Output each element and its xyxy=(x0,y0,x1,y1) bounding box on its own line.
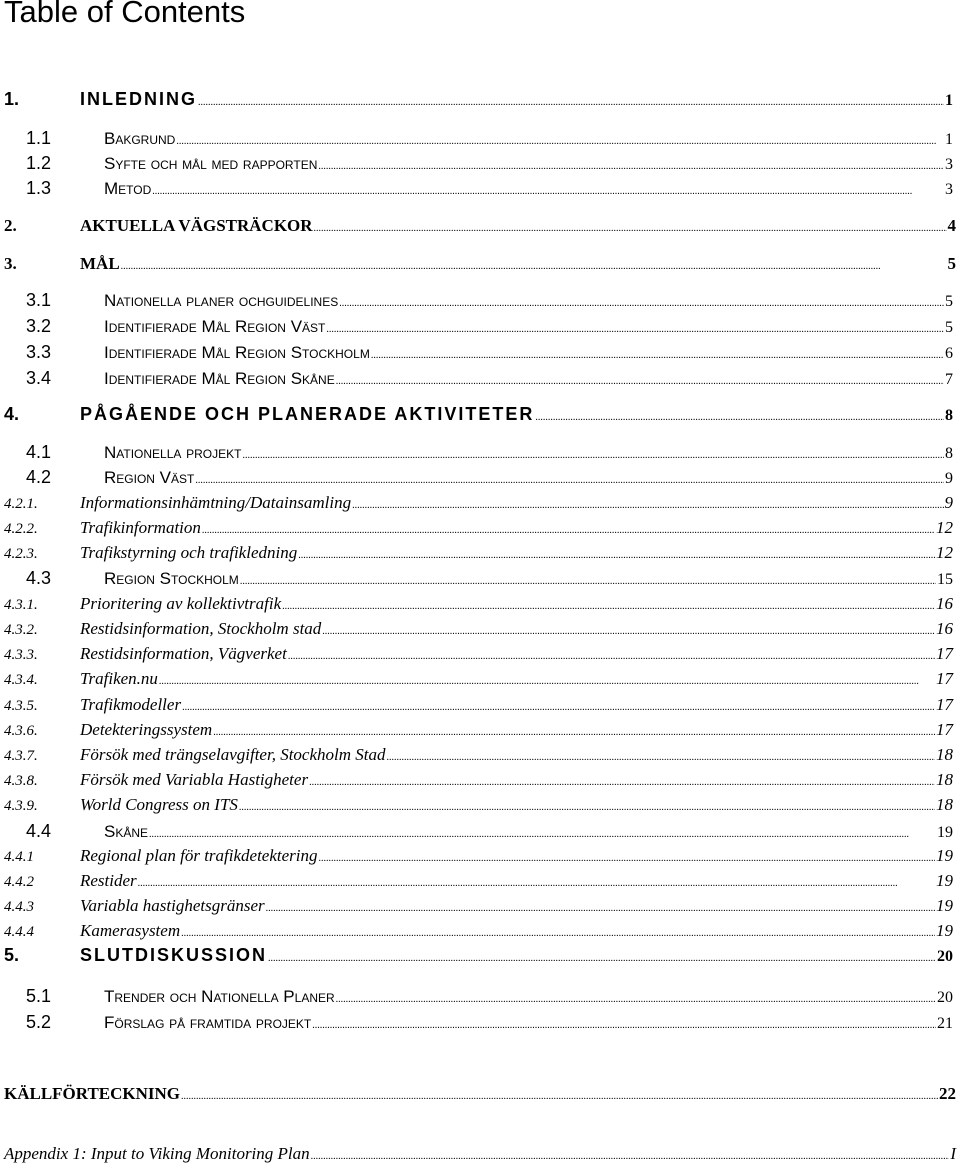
toc-entry[interactable] xyxy=(4,845,953,867)
toc-entry[interactable] xyxy=(4,367,953,389)
toc-entry[interactable] xyxy=(4,315,953,337)
toc-entry-title: Nationella projekt xyxy=(104,443,242,462)
toc-entry-title: Bakgrund xyxy=(104,129,176,148)
toc-entry-number: 3.3 xyxy=(26,342,52,362)
toc-entry[interactable] xyxy=(4,1083,956,1105)
toc-entry-title: Trender och Nationella Planer xyxy=(104,987,335,1006)
toc-entry-page-number: 1 xyxy=(945,131,953,148)
toc-entry-number: 4.4.3 xyxy=(4,899,34,915)
toc-entry-number: 2. xyxy=(4,216,17,235)
toc-entry-number: 1. xyxy=(4,89,20,109)
toc-entry[interactable] xyxy=(4,668,953,690)
toc-entry-title: Syfte och mål med rapporten xyxy=(104,154,318,173)
toc-entry[interactable] xyxy=(4,542,953,564)
toc-entry-number: 3.4 xyxy=(26,368,52,388)
toc-entry-number: 4. xyxy=(4,404,20,424)
toc-entry-page-number: 6 xyxy=(945,345,953,362)
toc-dot-leader xyxy=(182,694,935,719)
toc-entry-title: Prioritering av kollektivtrafik xyxy=(80,594,282,613)
toc-dot-leader xyxy=(352,492,943,517)
toc-entry[interactable] xyxy=(4,215,956,237)
toc-entry[interactable] xyxy=(4,985,953,1007)
toc-entry-number: 4.3 xyxy=(26,568,52,588)
toc-dot-leader xyxy=(336,985,936,1011)
toc-entry-title: Skåne xyxy=(104,822,149,841)
toc-entry[interactable] xyxy=(4,694,953,716)
toc-entry-title: Regional plan för trafikdetektering xyxy=(80,846,318,865)
toc-entry-number: 4.4.4 xyxy=(4,924,34,940)
toc-entry-title: PÅGÅENDE OCH PLANERADE AKTIVITETER xyxy=(80,404,535,424)
toc-entry-page-number: 16 xyxy=(936,619,953,638)
toc-entry-number: 4.3.1. xyxy=(4,597,38,613)
toc-entry-number: 4.3.7. xyxy=(4,748,38,764)
toc-entry-page-number: 12 xyxy=(936,518,953,537)
toc-dot-leader xyxy=(318,152,944,178)
toc-entry-page-number: 18 xyxy=(936,795,953,814)
toc-dot-leader xyxy=(326,315,944,341)
toc-entry-page-number: 7 xyxy=(945,371,953,388)
toc-dot-leader xyxy=(195,466,944,492)
toc-entry-page-number: 19 xyxy=(936,846,953,865)
toc-entry-page-number: 19 xyxy=(936,896,953,915)
toc-entry[interactable] xyxy=(4,492,953,514)
toc-entry-title: Försök med trängselavgifter, Stockholm Stad xyxy=(80,745,386,764)
toc-dot-leader xyxy=(242,441,944,467)
toc-entry-number: 4.3.9. xyxy=(4,798,38,814)
toc-entry-page-number: 5 xyxy=(947,254,956,273)
toc-entry-title: Identifierade Mål Region Skåne xyxy=(104,369,335,388)
toc-dot-leader xyxy=(181,920,935,945)
page-title: Table of Contents xyxy=(4,0,246,29)
toc-dot-leader xyxy=(314,215,947,240)
toc-entry[interactable] xyxy=(4,769,953,791)
toc-entry[interactable] xyxy=(4,127,953,149)
toc-entry[interactable] xyxy=(4,744,953,766)
toc-entry-page-number: 19 xyxy=(937,824,953,841)
toc-entry-title: Identifierade Mål Region Väst xyxy=(104,317,326,336)
toc-dot-leader xyxy=(319,845,936,870)
toc-entry-number: 4.2.3. xyxy=(4,546,38,562)
toc-entry-page-number: 19 xyxy=(936,921,953,940)
toc-entry-page-number: 17 xyxy=(936,695,953,714)
toc-entry[interactable] xyxy=(4,820,953,842)
toc-entry-number: 1.2 xyxy=(26,153,52,173)
toc-dot-leader xyxy=(149,820,936,846)
toc-entry-number: 4.3.2. xyxy=(4,622,38,638)
toc-entry-number: 1.1 xyxy=(26,128,52,148)
toc-entry-page-number: 12 xyxy=(936,543,953,562)
toc-entry-number: 4.2.1. xyxy=(4,496,38,512)
toc-dot-leader xyxy=(181,1083,938,1108)
toc-entry-title: Restidsinformation, Stockholm stad xyxy=(80,619,322,638)
toc-entry-title: Nationella planer ochguidelines xyxy=(104,291,339,310)
toc-entry[interactable] xyxy=(4,944,953,966)
toc-entry-title: Försök med Variabla Hastigheter xyxy=(80,770,309,789)
toc-entry-number: 4.4 xyxy=(26,821,52,841)
toc-entry-number: 4.3.3. xyxy=(4,647,38,663)
toc-entry-page-number: 18 xyxy=(936,745,953,764)
toc-dot-leader xyxy=(176,127,944,153)
toc-entry-title: Kamerasystem xyxy=(80,921,181,940)
toc-entry-title: KÄLLFÖRTECKNING xyxy=(4,1084,181,1103)
toc-entry-title: Trafikstyrning och trafikledning xyxy=(80,543,298,562)
toc-entry-page-number: 9 xyxy=(945,470,953,487)
toc-entry-number: 4.4.1 xyxy=(4,849,34,865)
toc-entry-number: 5.2 xyxy=(26,1012,52,1032)
toc-entry-page-number: 5 xyxy=(945,319,953,336)
toc-entry[interactable] xyxy=(4,466,953,488)
toc-entry[interactable] xyxy=(4,253,956,275)
toc-entry-number: 4.4.2 xyxy=(4,874,34,890)
toc-entry[interactable] xyxy=(4,1011,953,1033)
toc-entry-title: Förslag på framtida projekt xyxy=(104,1013,312,1032)
toc-entry-title: Variabla hastighetsgränser xyxy=(80,896,265,915)
toc-dot-leader xyxy=(311,1143,950,1168)
toc-entry-number: 5.1 xyxy=(26,986,52,1006)
toc-dot-leader xyxy=(298,542,935,567)
toc-entry[interactable] xyxy=(4,152,953,174)
toc-entry-title: Appendix 1: Input to Viking Monitoring Plan xyxy=(4,1144,310,1163)
toc-dot-leader xyxy=(198,88,944,114)
toc-entry-page-number: 5 xyxy=(945,293,953,310)
toc-entry-title: Trafikinformation xyxy=(80,518,201,537)
toc-dot-leader xyxy=(213,719,935,744)
toc-entry-page-number: 3 xyxy=(945,156,953,173)
toc-entry-number: 3.1 xyxy=(26,290,52,310)
toc-entry-title: Informationsinhämtning/Datainsamling xyxy=(80,493,352,512)
toc-entry[interactable] xyxy=(4,441,953,463)
toc-entry-title: INLEDNING xyxy=(80,89,197,109)
toc-entry[interactable] xyxy=(4,289,953,311)
toc-entry-page-number: 21 xyxy=(937,1015,953,1032)
toc-entry[interactable] xyxy=(4,567,953,589)
toc-entry[interactable] xyxy=(4,1143,956,1165)
toc-entry-title: Restider xyxy=(80,871,137,890)
toc-entry-title: AKTUELLA VÄGSTRÄCKOR xyxy=(80,216,313,235)
toc-dot-leader xyxy=(152,177,944,203)
toc-entry-title: SLUTDISKUSSION xyxy=(80,945,268,965)
toc-entry-page-number: 8 xyxy=(945,445,953,462)
toc-entry-page-number: 17 xyxy=(936,669,953,688)
toc-dot-leader xyxy=(240,567,936,593)
toc-entry-title: Region Väst xyxy=(104,468,195,487)
toc-dot-leader xyxy=(202,517,935,542)
toc-entry-page-number: 22 xyxy=(939,1084,956,1103)
toc-entry[interactable] xyxy=(4,517,953,539)
toc-entry-title: Identifierade Mål Region Stockholm xyxy=(104,343,370,362)
toc-entry-number: 4.1 xyxy=(26,442,52,462)
toc-entry-page-number: 18 xyxy=(936,770,953,789)
toc-entry[interactable] xyxy=(4,403,953,425)
toc-entry[interactable] xyxy=(4,895,953,917)
toc-dot-leader xyxy=(282,593,935,618)
toc-entry-page-number: 4 xyxy=(947,216,956,235)
toc-dot-leader xyxy=(322,618,935,643)
toc-dot-leader xyxy=(239,794,935,819)
toc-entry[interactable] xyxy=(4,341,953,363)
toc-dot-leader xyxy=(309,769,935,794)
toc-dot-leader xyxy=(121,253,947,278)
toc-entry[interactable] xyxy=(4,88,953,110)
toc-entry-page-number: 1 xyxy=(945,92,953,109)
toc-entry-title: Metod xyxy=(104,179,152,198)
toc-entry-number: 3. xyxy=(4,254,17,273)
toc-entry-page-number: 20 xyxy=(937,989,953,1006)
toc-entry-page-number: 20 xyxy=(937,948,953,965)
toc-entry-title: Trafikmodeller xyxy=(80,695,182,714)
toc-entry[interactable] xyxy=(4,794,953,816)
toc-entry-page-number: 8 xyxy=(945,407,953,424)
toc-entry[interactable] xyxy=(4,593,953,615)
toc-entry-number: 4.2 xyxy=(26,467,52,487)
toc-entry-title: Detekteringssystem xyxy=(80,720,213,739)
toc-entry-page-number: 16 xyxy=(936,594,953,613)
toc-entry-page-number: 9 xyxy=(944,493,953,512)
toc-entry-title: Restidsinformation, Vägverket xyxy=(80,644,287,663)
toc-entry-number: 4.3.5. xyxy=(4,698,38,714)
toc-entry-title: Region Stockholm xyxy=(104,569,239,588)
toc-dot-leader xyxy=(336,367,944,393)
toc-entry[interactable] xyxy=(4,870,953,892)
toc-entry-number: 3.2 xyxy=(26,316,52,336)
toc-entry-number: 4.3.6. xyxy=(4,723,38,739)
toc-entry-number: 4.3.8. xyxy=(4,773,38,789)
toc-entry-number: 4.3.4. xyxy=(4,672,38,688)
toc-entry[interactable] xyxy=(4,719,953,741)
toc-dot-leader xyxy=(371,341,944,367)
toc-dot-leader xyxy=(266,895,935,920)
toc-entry-number: 1.3 xyxy=(26,178,52,198)
toc-entry[interactable] xyxy=(4,618,953,640)
toc-entry-page-number: 3 xyxy=(945,181,953,198)
toc-entry-number: 5. xyxy=(4,945,20,965)
toc-dot-leader xyxy=(535,403,944,429)
toc-entry[interactable] xyxy=(4,643,953,665)
toc-dot-leader xyxy=(159,668,935,693)
toc-entry-page-number: 19 xyxy=(936,871,953,890)
toc-dot-leader xyxy=(312,1011,936,1037)
toc-dot-leader xyxy=(138,870,935,895)
toc-entry-title: World Congress on ITS xyxy=(80,795,238,814)
toc-entry[interactable] xyxy=(4,920,953,942)
toc-entry-number: 4.2.2. xyxy=(4,521,38,537)
toc-entry-page-number: 17 xyxy=(936,720,953,739)
toc-entry-page-number: 17 xyxy=(936,644,953,663)
toc-dot-leader xyxy=(268,944,936,970)
toc-entry-page-number: 15 xyxy=(937,571,953,588)
toc-dot-leader xyxy=(387,744,936,769)
toc-entry-title: Trafiken.nu xyxy=(80,669,158,688)
toc-entry-page-number: I xyxy=(950,1144,956,1163)
toc-dot-leader xyxy=(288,643,935,668)
toc-dot-leader xyxy=(339,289,944,315)
toc-entry-title: MÅL xyxy=(80,254,120,273)
toc-entry[interactable] xyxy=(4,177,953,199)
